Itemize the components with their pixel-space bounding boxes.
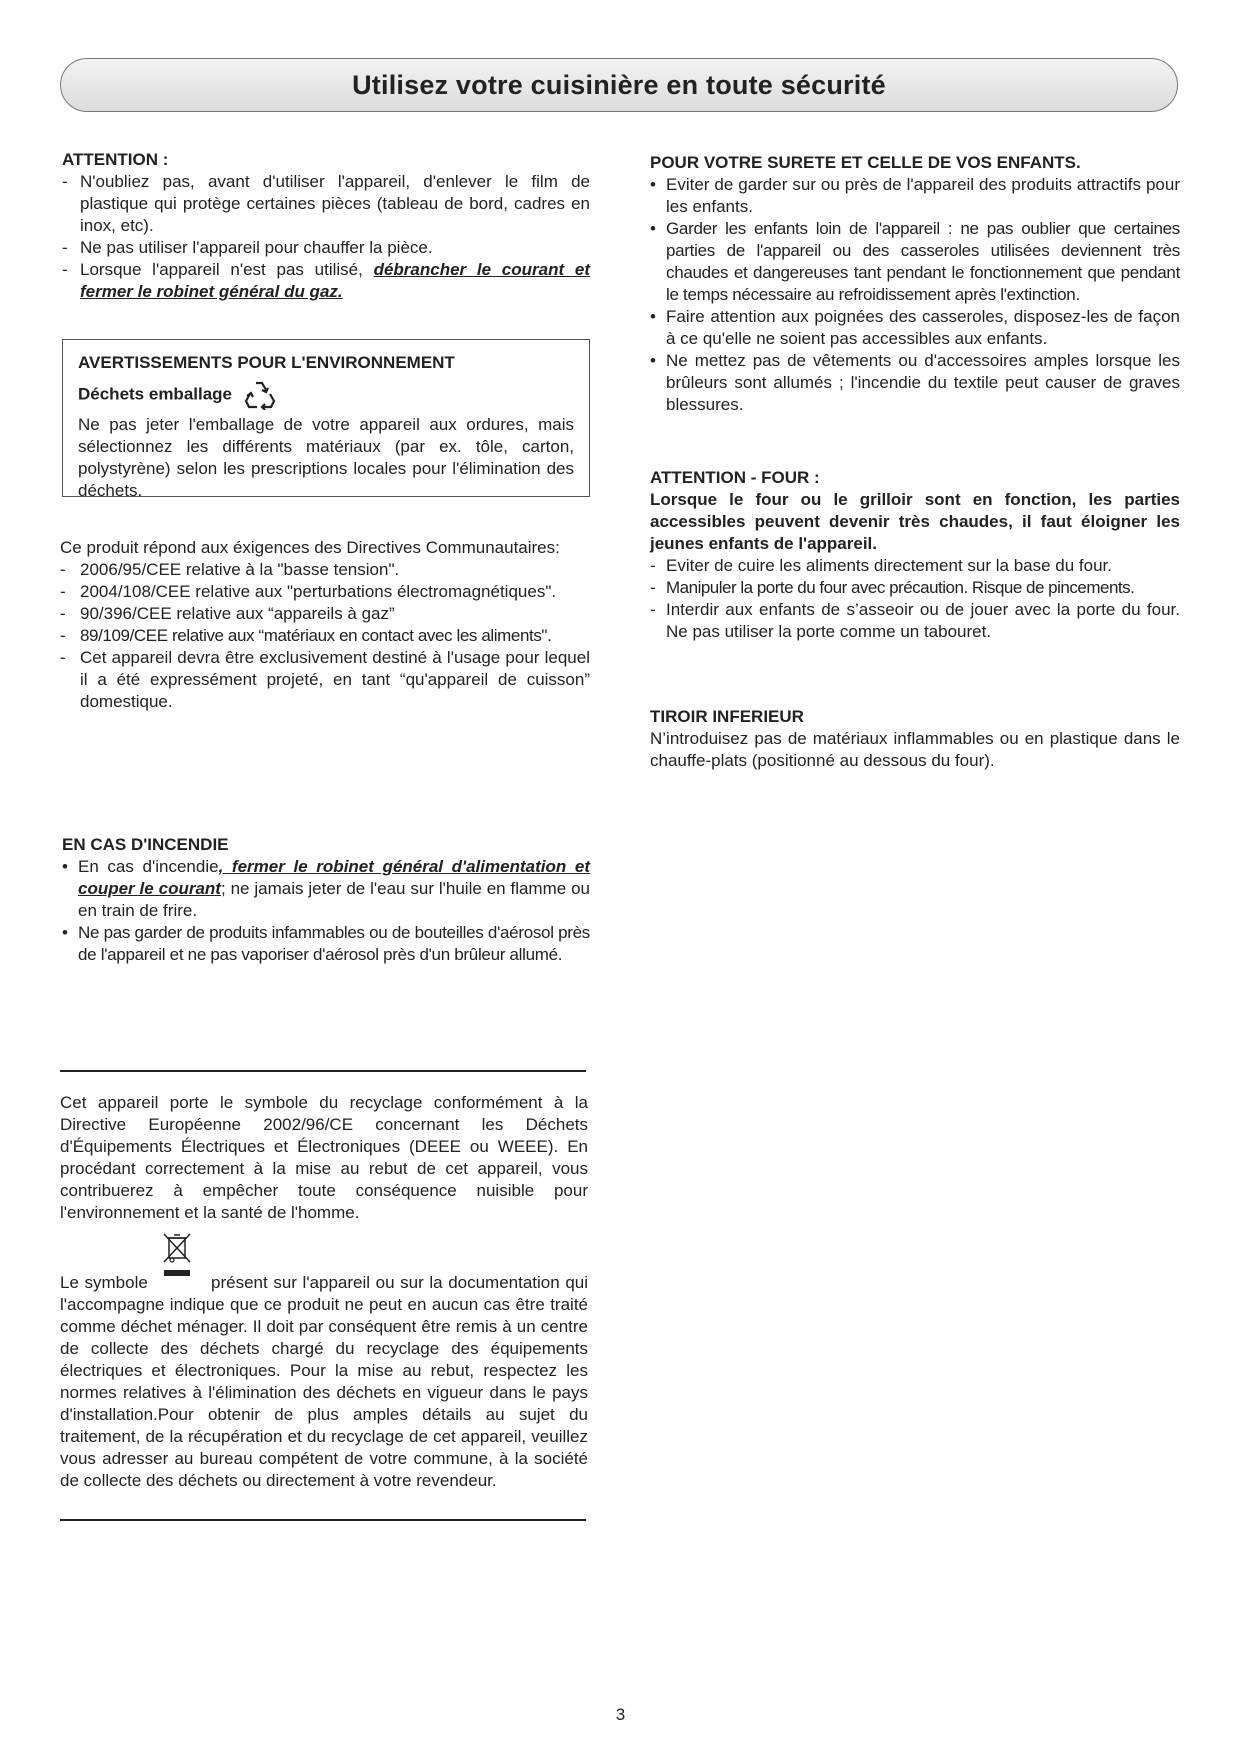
weee-section — [60, 1092, 588, 1492]
divider-bottom — [60, 1519, 586, 1521]
environment-box — [62, 339, 590, 500]
list-item: - Ne pas utiliser l'appareil pour chauffer la pièce. — [62, 238, 433, 257]
environment-heading: AVERTISSEMENTS POUR L'ENVIRONNEMENT — [78, 353, 455, 372]
list-item: - 90/396/CEE relative aux “appareils à gaz” — [60, 604, 395, 623]
oven-heading: ATTENTION - FOUR : — [650, 468, 820, 487]
list-item: - 2006/95/CEE relative à la "basse tension". — [60, 560, 400, 579]
list-item: - Eviter de cuire les aliments directement sur la base du four. — [650, 556, 1112, 575]
divider-top — [60, 1070, 586, 1072]
page-title: Utilisez votre cuisinière en toute sécurité — [352, 69, 886, 100]
list-item: • En cas d'incendie, fermer le robinet général d'alimentation et couper le courant; ne jamais jeter de l'eau sur l'huile en flamme ou en train de frire. — [62, 857, 591, 920]
list-item: - Manipuler la porte du four avec précaution. Risque de pincements. — [650, 578, 1135, 597]
recycle-icon — [243, 380, 277, 410]
directives-section — [60, 537, 590, 713]
list-item: • Faire attention aux poignées des casseroles, disposez-les de façon à ce qu'elle ne soient pas accessibles aux enfants. — [650, 307, 1180, 348]
drawer-section — [650, 706, 1180, 772]
list-item: • Eviter de garder sur ou près de l'appareil des produits attractifs pour les enfants. — [650, 175, 1180, 216]
directives-intro: Ce produit répond aux éxigences des Directives Communautaires: — [60, 538, 560, 557]
weee-paragraph-1: Cet appareil porte le symbole du recyclage conformément à la Directive Européenne 2002/96/CE concernant les Déchets d'Équipements Électriques et Électroniques (DEEE ou WEEE). En procédant correctement à la mise au rebut de cet appareil, vous contribuerez à empêcher toute conséquence nuisible pour l'environnement et la santé de l'homme. — [60, 1093, 588, 1222]
warning-emphasis: débrancher le courant et fermer le robinet général du gaz. — [80, 260, 590, 301]
weee-paragraph-2: Le symbole présent sur l'appareil ou sur la documentation qui l'accompagne indique que ce produit ne peut en aucun cas être traité comme déchet ménager. Il doit par conséquent être remis à un centre de collecte des déchets chargé du recyclage des équipements électriques et électroniques. Pour la mise au rebut, respectez les normes relatives à l'élimination des déchets en vigueur dans le pays d'installation.Pour obtenir de plus amples détails au sujet du traitement, de la récupération et du recyclage de cet appareil, veuillez vous adresser au bureau compétent de votre commune, à la société de collecte des déchets ou directement à votre revendeur. — [60, 1272, 588, 1492]
environment-body: Ne pas jeter l'emballage de votre appareil aux ordures, mais sélectionnez les différents matériaux (par ex. tôle, carton, polystyrène) selon les prescriptions locales pour l'élimination des déchets. — [78, 415, 574, 500]
children-heading: POUR VOTRE SURETE ET CELLE DE VOS ENFANTS. — [650, 153, 1081, 172]
attention-section — [62, 149, 590, 303]
oven-section — [650, 467, 1180, 643]
list-item: - 89/109/CEE relative aux “matériaux en contact avec les aliments". — [60, 626, 552, 645]
list-item: - Lorsque l'appareil n'est pas utilisé, débrancher le courant et fermer le robinet général du gaz. — [62, 260, 590, 301]
list-item: - Interdir aux enfants de s’asseoir ou de jouer avec la porte du four. Ne pas utiliser la porte comme un tabouret. — [650, 600, 1180, 641]
packaging-subheading: Déchets emballage — [78, 380, 574, 410]
crossed-bin-icon — [160, 1232, 194, 1278]
warning-emphasis: , fermer le robinet général d'alimentation et couper le courant — [78, 857, 590, 898]
list-item: • Ne pas garder de produits infammables ou de bouteilles d'aérosol près de l'appareil et ne pas vaporiser d'aérosol près d'un brûleur allumé. — [62, 923, 590, 964]
oven-warning: Lorsque le four ou le grilloir sont en fonction, les parties accessibles peuvent devenir très chaudes, il faut éloigner les jeunes enfants de l'appareil. — [650, 490, 1180, 553]
page-number: 3 — [615, 1705, 626, 1724]
list-item: • Garder les enfants loin de l'appareil : ne pas oublier que certaines parties de l'appareil ou des casseroles utilisées deviennent très chaudes et dangereuses tant pendant le fonctionnement que pendant le temps nécessaire au refroidissement après l'extinction. — [650, 219, 1180, 304]
drawer-body: N’introduisez pas de matériaux inflammables ou en plastique dans le chauffe-plats (positionné au dessous du four). — [650, 729, 1180, 770]
fire-section — [62, 834, 590, 966]
list-item: - 2004/108/CEE relative aux "perturbations électromagnétiques". — [60, 582, 557, 601]
title-banner — [60, 58, 1178, 112]
fire-heading: EN CAS D'INCENDIE — [62, 835, 229, 854]
list-item: • Ne mettez pas de vêtements ou d'accessoires amples lorsque les brûleurs sont allumés ; l'incendie du textile peut causer de graves blessures. — [650, 351, 1180, 414]
children-section — [650, 152, 1180, 416]
drawer-heading: TIROIR INFERIEUR — [650, 707, 804, 726]
list-item: - N'oubliez pas, avant d'utiliser l'appareil, d'enlever le film de plastique qui protège certaines pièces (tableau de bord, cadres en inox, etc). — [62, 172, 590, 235]
list-item: - Cet appareil devra être exclusivement destiné à l'usage pour lequel il a été expressément projeté, en tant “qu'appareil de cuisson” domestique. — [60, 648, 590, 711]
attention-heading: ATTENTION : — [62, 150, 169, 169]
